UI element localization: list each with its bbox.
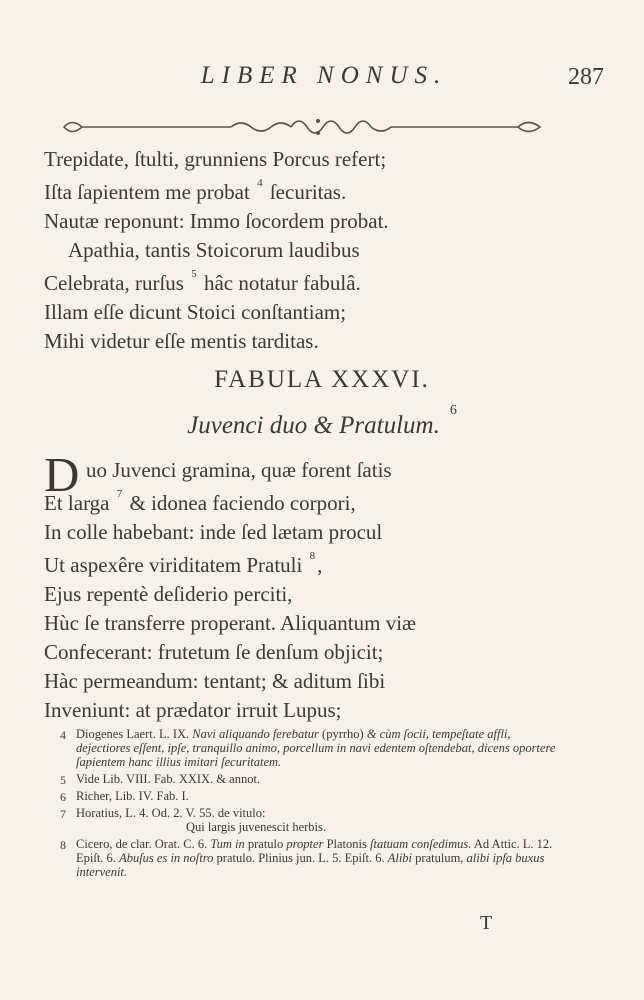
fable-subtitle	[0, 402, 644, 440]
footnote	[60, 806, 560, 834]
footnote-ref: 8	[309, 550, 316, 562]
ornament-dot	[316, 131, 320, 135]
fable-subtitle-text: Juvenci duo & Pratulum.	[187, 412, 440, 439]
verse-text: & idonea faciendo corpori,	[129, 491, 356, 515]
footnote-number: 6	[60, 790, 66, 804]
verse-block-top	[44, 145, 604, 356]
footnote	[60, 789, 560, 803]
footnote-ref: 6	[449, 402, 457, 418]
verse-text: ſecuritas.	[269, 180, 347, 204]
footnote-ref: 7	[116, 488, 123, 500]
footnote-quote: Qui largis juvenescit herbis.	[186, 820, 327, 834]
footnote-number: 7	[60, 807, 66, 821]
verse-line: Apathia, tantis Stoicorum laudibus	[68, 238, 360, 262]
footnote-text: Horatius, L. 4. Od. 2. V. 55. de vitulo:	[76, 806, 266, 820]
ornamental-rule	[56, 112, 546, 142]
footnote-text: Vide Lib. VIII. Fab. XXIX. & annot.	[76, 772, 261, 786]
footnote-text: Richer, Lib. IV. Fab. I.	[76, 789, 189, 803]
verse-block-fable	[44, 456, 604, 725]
verse-text: Celebrata, rurſus	[44, 271, 184, 295]
verse-text: Iſta ſapientem me probat	[44, 180, 250, 204]
verse-line: Ejus repentè deſiderio perciti,	[44, 582, 293, 606]
footnote-text: Platonis	[326, 837, 367, 851]
footnote-number: 4	[60, 728, 66, 742]
footnote-text: pratulo	[247, 837, 284, 851]
footnote-ref: 4	[257, 177, 263, 189]
verse-line	[44, 485, 604, 518]
footnote-italic: alibi ipſa buxus intervenit.	[76, 851, 545, 879]
verse-line: Illam eſſe dicunt Stoici conſtantiam;	[44, 300, 347, 324]
verse-line	[44, 547, 604, 580]
page-number: 287	[568, 64, 604, 90]
footnote-text: pratulum,	[415, 851, 464, 865]
verse-line	[44, 174, 604, 207]
verse-text: Ut aspexêre viriditatem Pratuli	[44, 553, 303, 577]
running-title: LIBER NONUS.	[200, 62, 448, 89]
footnote	[60, 727, 560, 769]
verse-line: In colle habebant: inde ſed lætam procul	[44, 520, 383, 544]
verse-line: Nautæ reponunt: Immo ſocordem probat.	[44, 209, 389, 233]
verse-line: Mihi videtur eſſe mentis tarditas.	[44, 329, 319, 353]
footnote	[60, 772, 560, 786]
footnote-text: Ad Attic. L. 12. Epiſt. 6.	[76, 837, 553, 865]
footnote-italic: Abuſus es in noſtro	[119, 851, 214, 865]
footnote-italic: & cùm ſocii, tempeſtate affli, dejectiores eſſent, ipſe, tranquillo animo, porcellum in navi edentem oſtendebat, dicens oportere ſapientem hanc illius imitari ſecuritatem.	[76, 727, 556, 769]
footnote-number: 8	[60, 838, 66, 852]
ornament-scroll-left	[231, 123, 291, 131]
verse-line: Confecerant: frutetum ſe denſum objicit;	[44, 640, 384, 664]
drop-cap: D	[44, 447, 80, 502]
verse-line: Hàc permeandum: tentant; & aditum ſibi	[44, 669, 386, 693]
verse-text: ,	[317, 553, 323, 577]
verse-line: Inveniunt: at prædator irruit Lupus;	[44, 698, 342, 722]
verse-line	[44, 265, 604, 298]
footnote-text: Cicero, de clar. Orat. C. 6.	[76, 837, 208, 851]
footnote-italic: propter	[286, 837, 324, 851]
footnote-number: 5	[60, 773, 66, 787]
footnote-italic: Alibi	[387, 851, 413, 865]
verse-line: uo Juvenci gramina, quæ forent ſatis	[86, 458, 392, 482]
running-head	[44, 62, 604, 96]
footnote-text: Diogenes Laert. L. IX.	[76, 727, 190, 741]
ornament-leaf-right	[518, 123, 540, 132]
footnote-text: pratulo. Plinius jun. L. 5. Epiſt. 6.	[216, 851, 385, 865]
verse-text: Et larga	[44, 491, 110, 515]
footnotes	[60, 727, 560, 882]
footnote-italic: Navi aliquando ferebatur	[192, 727, 319, 741]
footnote-italic: Tum in	[210, 837, 245, 851]
footnote-ref: 5	[191, 268, 197, 280]
signature-mark: T	[480, 912, 493, 934]
verse-line: Hùc ſe transferre properant. Aliquantum viæ	[44, 611, 417, 635]
verse-line: Trepidate, ſtulti, grunniens Porcus refert;	[44, 147, 387, 171]
ornament-center	[291, 121, 371, 133]
footnote	[60, 837, 560, 879]
ornament-dot	[316, 119, 320, 123]
verse-text: hâc notatur fabulâ.	[203, 271, 361, 295]
footnote-italic: ſtatuam conſedimus.	[370, 837, 472, 851]
ornament-leaf-left	[64, 123, 82, 132]
footnote-text: (pyrrho)	[322, 727, 364, 741]
ornament-scroll-right	[371, 127, 391, 131]
fable-title: FABULA XXXVI.	[214, 366, 430, 393]
